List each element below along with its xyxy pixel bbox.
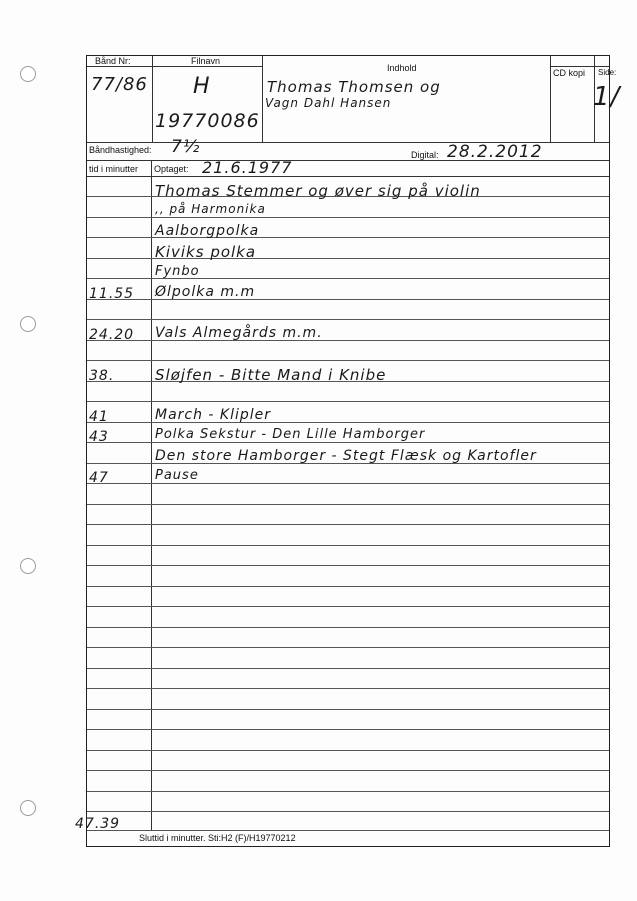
entry-time: 24.20: [89, 327, 135, 343]
entry-text: Thomas Stemmer og øver sig på violin: [155, 182, 481, 200]
ruled-line: [87, 586, 609, 587]
binder-hole: [20, 800, 36, 816]
entry-time: 41: [89, 409, 109, 425]
ruled-line: [87, 770, 609, 771]
footer-time-value: 47.39: [75, 816, 121, 832]
ruled-line: [87, 668, 609, 669]
ruled-line: [87, 709, 609, 710]
entry-time: 38.: [89, 368, 115, 384]
ruled-line: [87, 688, 609, 689]
ruled-line: [87, 729, 609, 730]
entry-text: Den store Hamborger - Stegt Flæsk og Kartofler: [155, 448, 537, 464]
filnavn-letter: H: [193, 74, 211, 99]
digital-value: 28.2.2012: [447, 142, 543, 162]
entry-text: Kiviks polka: [155, 243, 257, 261]
optaget-label: Optaget:: [154, 164, 189, 174]
tid-label: tid i minutter: [89, 164, 139, 174]
ruled-line: [87, 565, 609, 566]
footer-text: Sluttid i minutter. Sti:H2 (F)/H19770212: [139, 833, 296, 843]
ruled-line: [87, 811, 609, 812]
entry-text: March - Klipler: [155, 407, 272, 423]
entry-time: 11.55: [89, 286, 135, 302]
band-nr-value: 77/86: [91, 74, 148, 95]
filnavn-value: 19770086: [155, 110, 260, 132]
indhold-line2: Vagn Dahl Hansen: [265, 96, 392, 110]
ruled-line: [87, 483, 609, 484]
ruled-line: [87, 791, 609, 792]
entry-time: 47: [89, 470, 109, 486]
ruled-line: [87, 524, 609, 525]
side-label: Side:: [598, 68, 617, 77]
ruled-line: [87, 606, 609, 607]
entry-text: Sløjfen - Bitte Mand i Knibe: [155, 366, 387, 384]
filnavn-label: Filnavn: [191, 56, 221, 66]
binder-hole: [20, 66, 36, 82]
ruled-line: [87, 647, 609, 648]
entry-text: Vals Almegårds m.m.: [155, 325, 323, 341]
indhold-label: Indhold: [387, 63, 417, 73]
ruled-line: [87, 442, 609, 443]
ruled-line: [87, 319, 609, 320]
ruled-line: [87, 217, 609, 218]
bandhastighed-label: Båndhastighed:: [89, 145, 152, 155]
entry-text: Pause: [155, 468, 199, 483]
entry-text: Ølpolka m.m: [155, 284, 256, 300]
digital-label: Digital:: [411, 150, 439, 160]
tape-log-form: [75, 55, 621, 847]
band-nr-label: Bånd Nr:: [95, 56, 131, 66]
binder-hole: [20, 558, 36, 574]
ruled-line: [87, 627, 609, 628]
ruled-line: [87, 545, 609, 546]
ruled-line: [87, 750, 609, 751]
ruled-line: [87, 401, 609, 402]
side-value: 1/: [593, 82, 621, 112]
entry-text: Aalborgpolka: [155, 223, 260, 239]
binder-hole: [20, 316, 36, 332]
bandhastighed-value: 7½: [171, 137, 201, 157]
entry-text: ,, på Harmonika: [155, 202, 266, 216]
indhold-line1: Thomas Thomsen og: [267, 78, 441, 96]
entry-time: 43: [89, 429, 109, 445]
cd-kopi-label: CD kopi: [553, 68, 586, 78]
optaget-value: 21.6.1977: [202, 158, 293, 177]
entry-text: Polka Sekstur - Den Lille Hamborger: [155, 427, 426, 442]
ruled-line: [87, 504, 609, 505]
entry-text: Fynbo: [155, 264, 200, 279]
ruled-line: [87, 360, 609, 361]
